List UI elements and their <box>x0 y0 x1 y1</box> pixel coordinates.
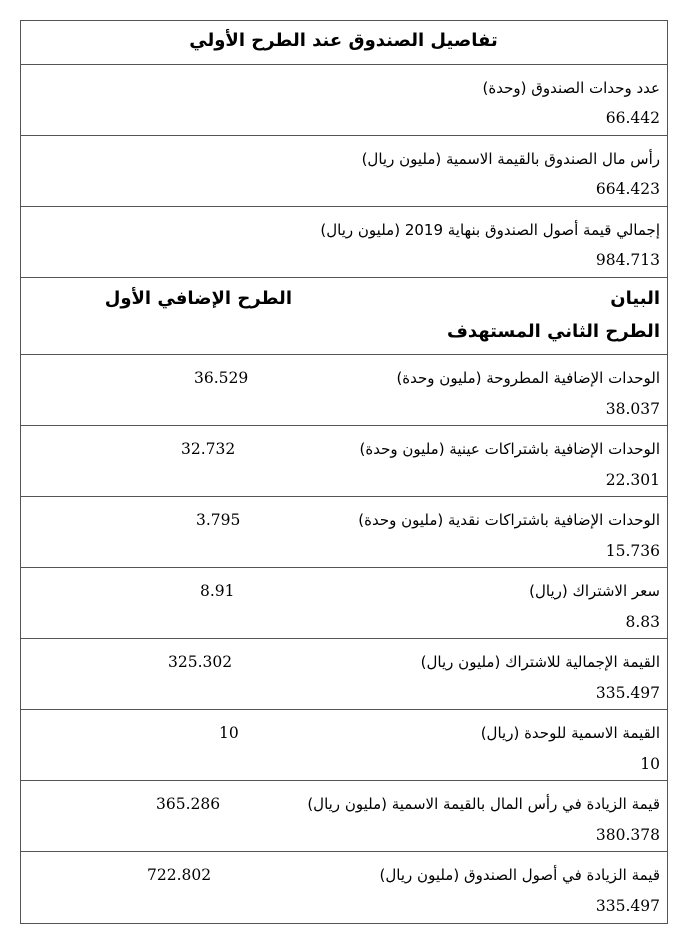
row-value: 664.423 <box>595 180 660 198</box>
header-first-offering: الطرح الإضافي الأول <box>104 288 292 309</box>
table-row <box>20 135 667 206</box>
table-row <box>20 425 667 496</box>
row-label: إجمالي قيمة أصول الصندوق بنهاية 2019 (مليون ريال) <box>320 221 660 239</box>
row-second-value: 335.497 <box>595 684 660 702</box>
row-label: سعر الاشتراك (ريال) <box>529 582 660 600</box>
row-label: القيمة الاسمية للوحدة (ريال) <box>480 724 660 742</box>
table-row <box>20 709 667 780</box>
row-label: قيمة الزيادة في رأس المال بالقيمة الاسمية (مليون ريال) <box>307 795 660 813</box>
row-value: 984.713 <box>595 251 660 269</box>
table-border-bottom <box>20 923 668 924</box>
row-label: القيمة الإجمالية للاشتراك (مليون ريال) <box>420 653 660 671</box>
row-label: رأس مال الصندوق بالقيمة الاسمية (مليون ريال) <box>361 150 660 168</box>
table-row <box>20 496 667 567</box>
row-first-value: 325.302 <box>168 653 233 671</box>
table-row <box>20 64 667 135</box>
row-first-value: 365.286 <box>156 795 221 813</box>
row-label: قيمة الزيادة في أصول الصندوق (مليون ريال) <box>379 866 660 884</box>
table-title: تفاصيل الصندوق عند الطرح الأولي <box>189 30 498 51</box>
column-header-row <box>20 277 667 354</box>
row-second-value: 15.736 <box>605 542 660 560</box>
row-second-value: 380.378 <box>595 826 660 844</box>
row-first-value: 8.91 <box>200 582 235 600</box>
title-row <box>20 20 667 64</box>
header-statement: البيان <box>610 288 660 309</box>
row-second-value: 10 <box>640 755 660 773</box>
row-second-value: 335.497 <box>595 897 660 915</box>
row-first-value: 722.802 <box>147 866 212 884</box>
row-value: 66.442 <box>605 109 660 127</box>
row-label: الوحدات الإضافية المطروحة (مليون وحدة) <box>396 369 660 387</box>
table-row <box>20 567 667 638</box>
header-second-offering: الطرح الثاني المستهدف <box>446 321 660 342</box>
table-border-right <box>667 20 668 924</box>
row-second-value: 38.037 <box>605 400 660 418</box>
table-row <box>20 206 667 277</box>
row-label: الوحدات الإضافية باشتراكات عينية (مليون وحدة) <box>359 440 660 458</box>
row-first-value: 10 <box>219 724 239 742</box>
row-label: الوحدات الإضافية باشتراكات نقدية (مليون وحدة) <box>358 511 660 529</box>
row-second-value: 8.83 <box>625 613 660 631</box>
table-row <box>20 354 667 425</box>
table-row <box>20 638 667 709</box>
row-label: عدد وحدات الصندوق (وحدة) <box>482 79 660 97</box>
table-row <box>20 780 667 851</box>
row-first-value: 36.529 <box>194 369 249 387</box>
table-row <box>20 851 667 923</box>
row-first-value: 3.795 <box>196 511 241 529</box>
row-first-value: 32.732 <box>181 440 236 458</box>
row-second-value: 22.301 <box>605 471 660 489</box>
